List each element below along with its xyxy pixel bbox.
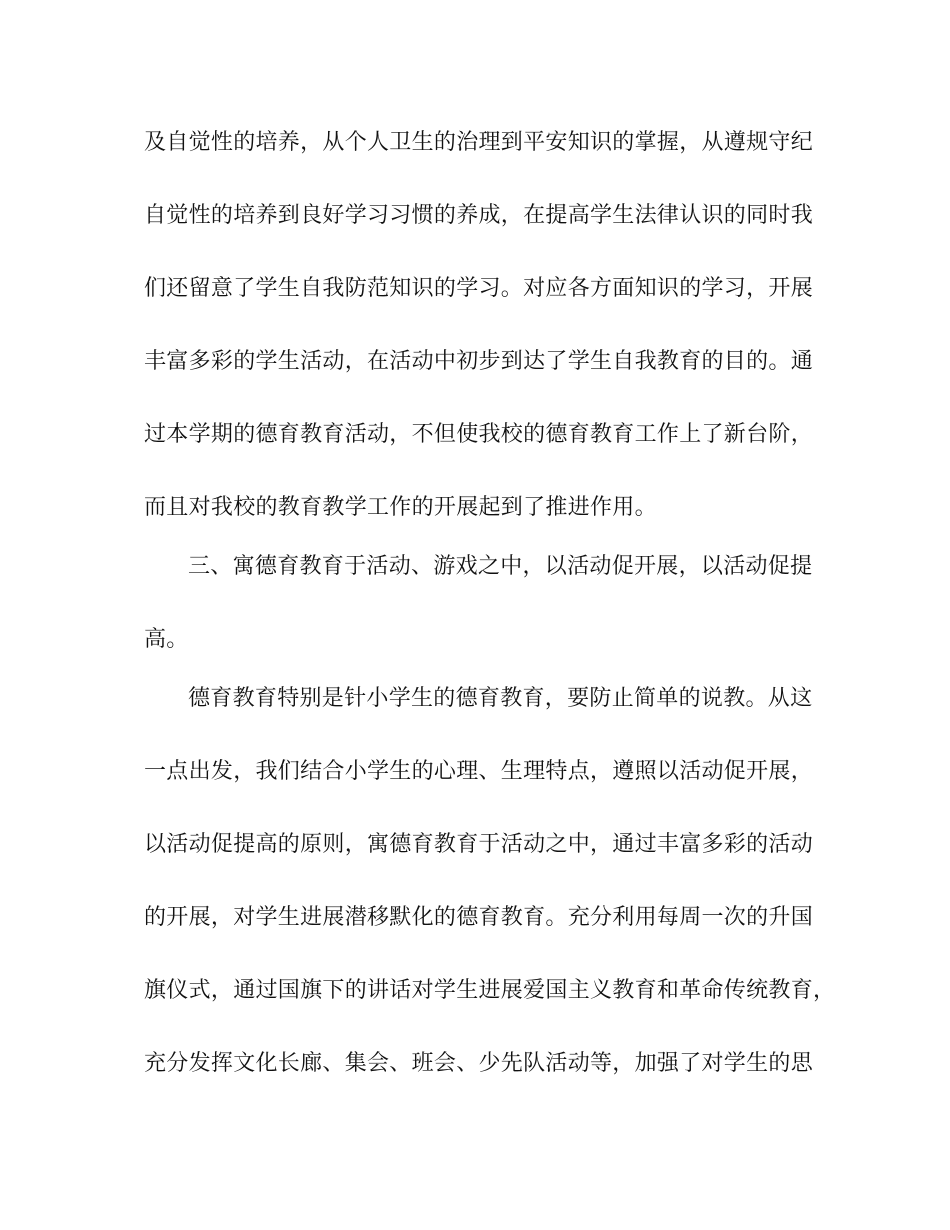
text-line: 一点出发，我们结合小学生的心理、生理特点，遵照以活动促开展， (144, 759, 814, 784)
text-line: 自觉性的培养到良好学习习惯的养成，在提高学生法律认识的同时我 (144, 203, 814, 228)
text-line: 以活动促提高的原则，寓德育教育于活动之中，通过丰富多彩的活动 (144, 832, 814, 857)
text-line: 过本学期的德育教育活动，不但使我校的德育教育工作上了新台阶， (144, 422, 814, 447)
text-line: 及自觉性的培养，从个人卫生的治理到平安知识的掌握，从遵规守纪 (144, 130, 814, 155)
section-heading: 三、寓德育教育于活动、游戏之中，以活动促开展，以活动促提 (188, 554, 813, 579)
text-line: 的开展，对学生进展潜移默化的德育教育。充分利用每周一次的升国 (144, 905, 814, 930)
text-line: 充分发挥文化长廊、集会、班会、少先队活动等，加强了对学生的思 (144, 1051, 814, 1076)
text-line: 而且对我校的教育教学工作的开展起到了推进作用。 (144, 495, 657, 520)
text-line: 旗仪式，通过国旗下的讲话对学生进展爱国主义教育和革命传统教育， (144, 978, 836, 1003)
paragraph-start: 德育教育特别是针小学生的德育教育，要防止简单的说教。从这 (188, 686, 813, 711)
text-line: 丰富多彩的学生活动，在活动中初步到达了学生自我教育的目的。通 (144, 349, 814, 374)
text-line: 们还留意了学生自我防范知识的学习。对应各方面知识的学习，开展 (144, 276, 814, 301)
text-line: 高。 (144, 627, 189, 652)
